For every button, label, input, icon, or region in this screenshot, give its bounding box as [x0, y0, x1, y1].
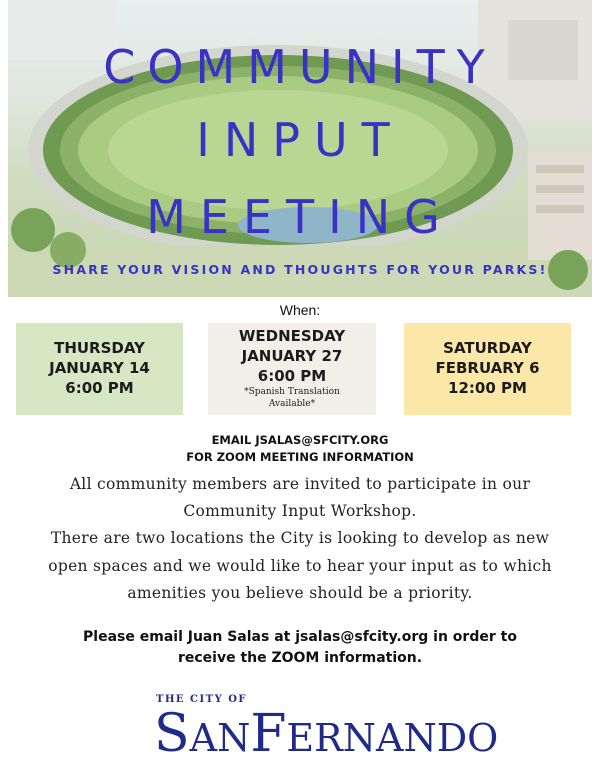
- title-line-2: INPUT: [196, 113, 404, 167]
- when-label: When:: [279, 302, 321, 318]
- title-line-1: COMMUNITY: [103, 40, 497, 94]
- hero-illustration: [8, 0, 592, 297]
- cta-line-1: Please email Juan Salas at jsalas@sfcity.org in order to: [83, 629, 517, 645]
- call-to-action: [30, 627, 570, 669]
- translation-note-2: Available*: [268, 399, 316, 409]
- date-day: SATURDAY: [443, 339, 532, 357]
- logo-f: F: [250, 704, 287, 764]
- logo-san-fernando: [154, 704, 498, 764]
- date-time: 6:00 PM: [257, 367, 327, 385]
- city-logo: [154, 690, 499, 764]
- email-header: [0, 432, 600, 466]
- date-card-wednesday: [208, 323, 376, 415]
- body-line-5: amenities you believe should be a priority.: [127, 583, 473, 602]
- tagline: SHARE YOUR VISION AND THOUGHTS FOR YOUR PARKS!: [52, 262, 548, 277]
- logo-ernando: ERNANDO: [286, 716, 499, 760]
- body-line-1: All community members are invited to participate in our: [69, 475, 531, 493]
- body-line-3: There are two locations the City is looking to develop as new: [50, 529, 550, 548]
- date-date: JANUARY 27: [241, 347, 343, 365]
- body-paragraph: [30, 471, 570, 607]
- logo-s: S: [154, 704, 190, 764]
- body-line-2: Community Input Workshop.: [183, 502, 417, 521]
- date-day: WEDNESDAY: [238, 327, 346, 345]
- cta-line-2: receive the ZOOM information.: [177, 650, 423, 666]
- logo-an: AN: [189, 716, 251, 760]
- logo-city-of: THE CITY OF: [156, 694, 248, 705]
- date-day: THURSDAY: [54, 339, 145, 357]
- title-line-3: MEETING: [146, 190, 454, 244]
- date-date: JANUARY 14: [49, 359, 150, 377]
- date-time: 6:00 PM: [65, 379, 134, 397]
- date-date: FEBRUARY 6: [435, 359, 540, 377]
- email-header-line-1: EMAIL JSALAS@SFCITY.ORG: [211, 433, 389, 447]
- date-time: 12:00 PM: [448, 379, 527, 397]
- email-header-line-2: FOR ZOOM MEETING INFORMATION: [186, 450, 414, 464]
- body-line-4: open spaces and we would like to hear your input as to which: [48, 556, 552, 575]
- date-card-saturday: [404, 323, 571, 415]
- translation-note-1: *Spanish Translation: [244, 387, 340, 397]
- date-card-thursday: [16, 323, 183, 415]
